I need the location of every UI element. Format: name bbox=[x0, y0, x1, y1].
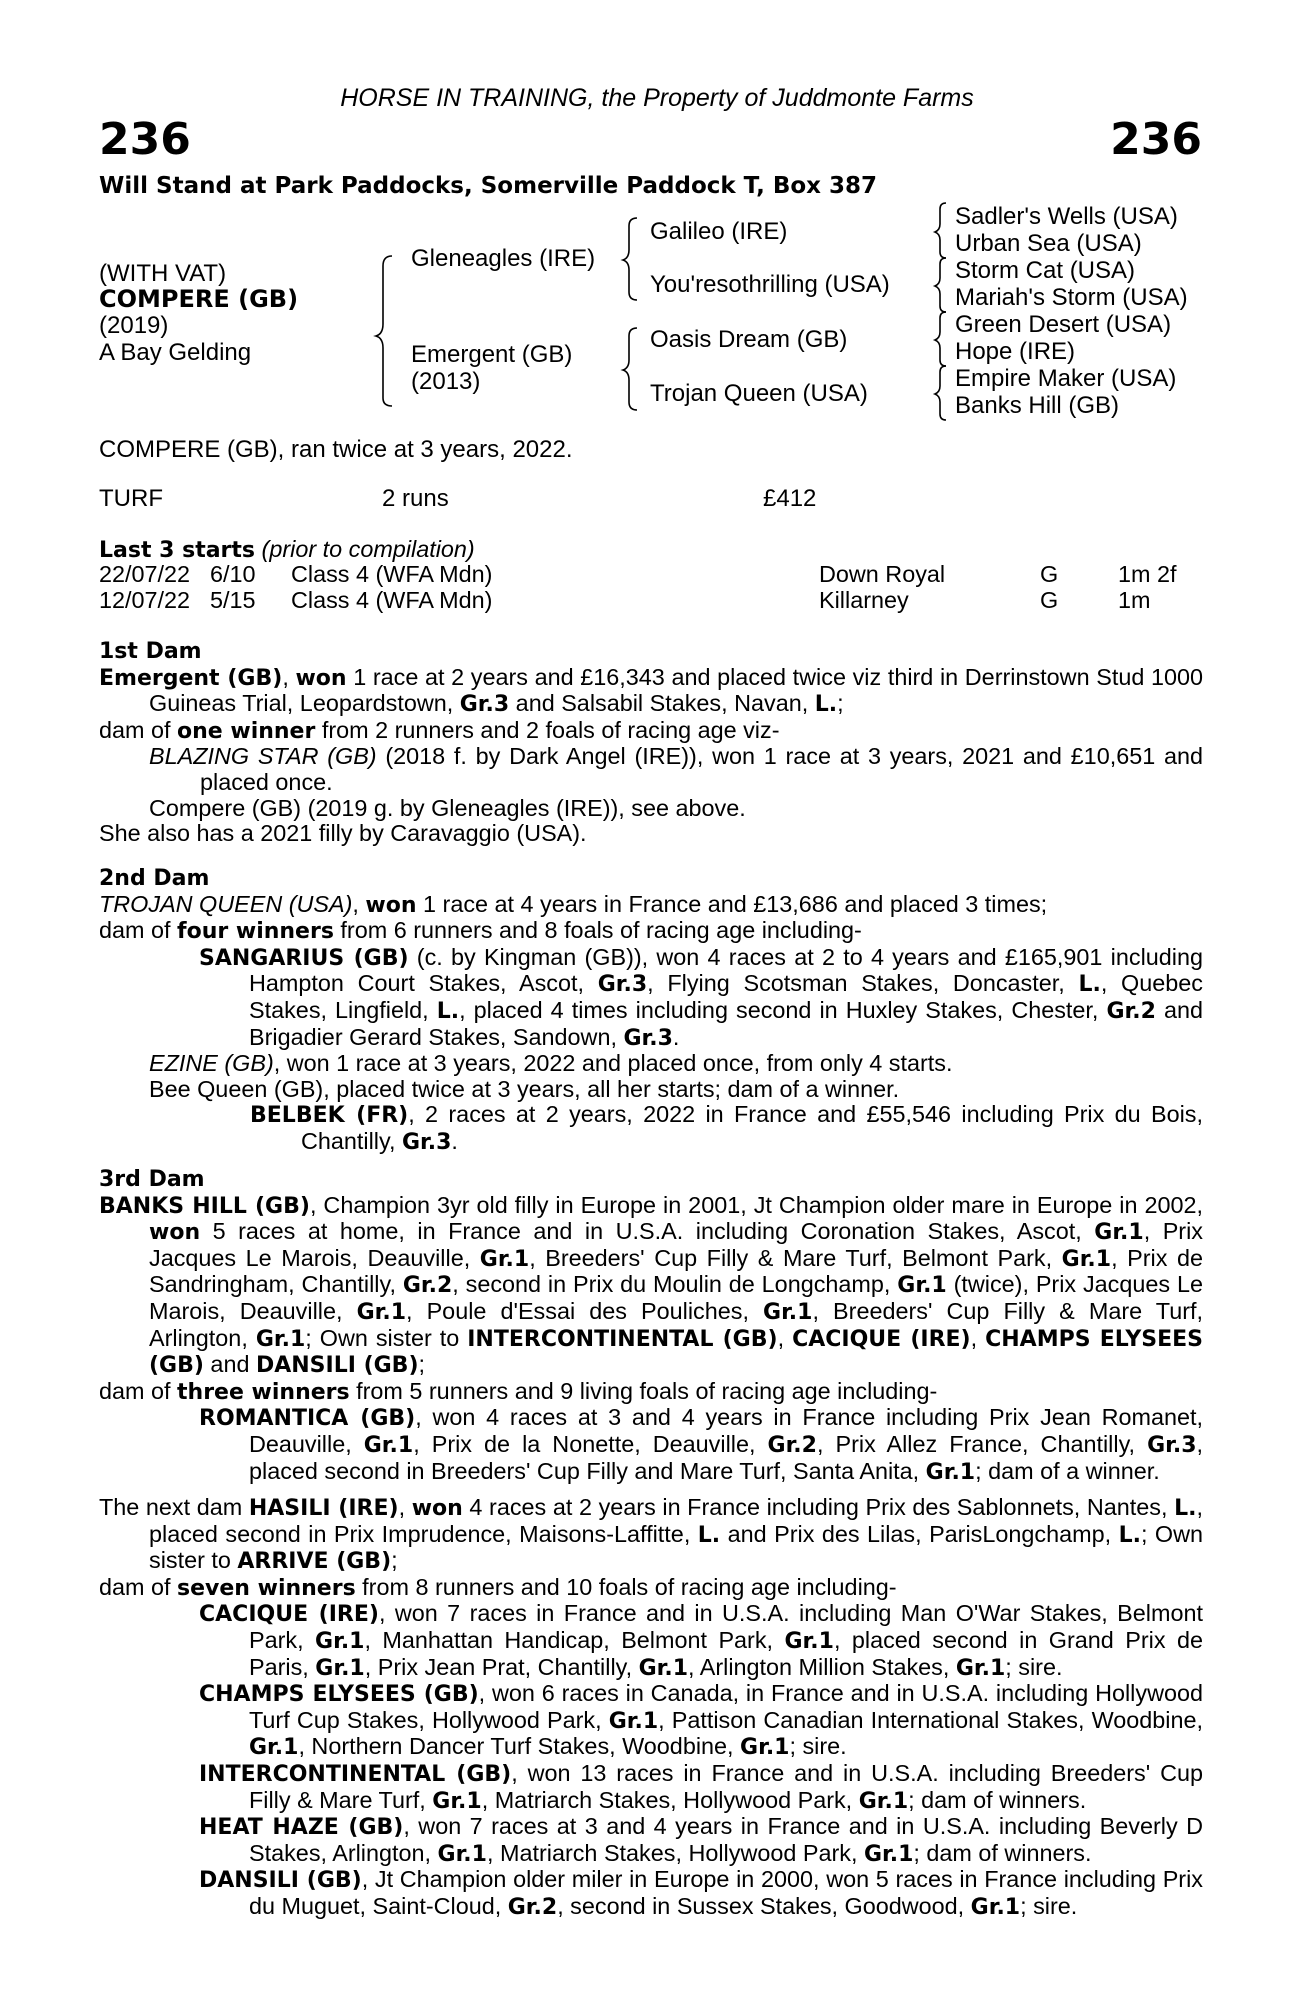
start-course: Down Royal bbox=[819, 561, 946, 587]
second-dam-section bbox=[99, 866, 1203, 1156]
lot-number-left: 236 bbox=[99, 114, 191, 165]
produce-entry: DANSILI (GB), Jt Champion older miler in Europe in 2000, won 5 races in France including Prix du Muguet, Saint-Cloud, Gr.2, second in Sussex Stakes, Goodwood, Gr.1; sire. bbox=[199, 1866, 1203, 1920]
page-header: HORSE IN TRAINING, the Property of Juddmonte Farms bbox=[340, 84, 974, 112]
last-starts-title: Last 3 starts bbox=[99, 538, 256, 563]
start-course: Killarney bbox=[819, 587, 909, 613]
first-dam-heading: 1st Dam bbox=[99, 639, 202, 664]
last-starts-heading bbox=[99, 536, 475, 563]
third-dam-heading: 3rd Dam bbox=[99, 1167, 205, 1192]
pedigree-dam-year: (2013) bbox=[411, 368, 481, 395]
pedigree-dam-dam: Trojan Queen (USA) bbox=[650, 380, 868, 407]
start-distance: 1m bbox=[1118, 587, 1151, 613]
fourth-dam-section bbox=[99, 1495, 1203, 1921]
pedigree-gen3-6: Hope (IRE) bbox=[955, 338, 1076, 365]
produce-entry: Bee Queen (GB), placed twice at 3 years, all her starts; dam of a winner. bbox=[149, 1075, 900, 1102]
pedigree-gen3-7: Empire Maker (USA) bbox=[955, 365, 1177, 392]
record-prize: £412 bbox=[763, 485, 817, 512]
second-dam-heading: 2nd Dam bbox=[99, 866, 210, 891]
produce-entry: BELBEK (FR), 2 races at 2 years, 2022 in France and £55,546 including Prix du Bois, Chantilly, Gr.3. bbox=[250, 1101, 1203, 1155]
second-dam-produce-line: dam of four winners from 6 runners and 8 foals of racing age including- bbox=[99, 917, 862, 945]
first-dam-produce-line: dam of one winner from 2 runners and 2 foals of racing age viz- bbox=[99, 716, 780, 744]
produce-entry: Compere (GB) (2019 g. by Gleneagles (IRE)), see above. bbox=[149, 794, 746, 821]
start-position: 6/10 bbox=[210, 561, 256, 587]
pedigree-gen3-4: Mariah's Storm (USA) bbox=[955, 284, 1188, 311]
start-race: Class 4 (WFA Mdn) bbox=[291, 561, 493, 587]
pedigree-sire-sire: Galileo (IRE) bbox=[650, 218, 788, 245]
start-going: G bbox=[1040, 561, 1059, 587]
third-dam-produce-line: dam of three winners from 5 runners and 9 living foals of racing age including- bbox=[99, 1377, 938, 1405]
produce-note: She also has a 2021 filly by Caravaggio (USA). bbox=[99, 820, 587, 847]
start-date: 12/07/22 bbox=[99, 587, 191, 613]
third-dam-section bbox=[99, 1167, 1203, 1485]
first-dam-section bbox=[99, 639, 1203, 847]
pedigree-dam-sire: Oasis Dream (GB) bbox=[650, 326, 848, 353]
start-position: 5/15 bbox=[210, 587, 256, 613]
record-surface: TURF bbox=[99, 485, 163, 512]
produce-entry: ROMANTICA (GB), won 4 races at 3 and 4 years in France including Prix Jean Romanet, Deauville, Gr.1, Prix de la Nonette, Deauville, Gr.2, Prix Allez France, Chantilly, Gr.3, placed second in Breeders' Cup Filly and Mare Turf, Santa Anita, Gr.1; dam of a winner. bbox=[199, 1404, 1203, 1485]
pedigree-gen3-1: Sadler's Wells (USA) bbox=[955, 203, 1178, 230]
start-going: G bbox=[1040, 587, 1059, 613]
lot-number-right: 236 bbox=[1110, 114, 1202, 165]
first-dam-text: Emergent (GB), won 1 race at 2 years and £16,343 and placed twice viz third in Derrinstown Stud 1000 Guineas Trial, Leopardstown, Gr.3 and Salsabil Stakes, Navan, L.; bbox=[99, 663, 1204, 718]
produce-entry: CHAMPS ELYSEES (GB), won 6 races in Canada, in France and in U.S.A. including Hollywood Turf Cup Stakes, Hollywood Park, Gr.1, Pattison Canadian International Stakes, Woodbine, Gr.1, Northern Dancer Turf Stakes, Woodbine, Gr.1; sire. bbox=[199, 1680, 1203, 1761]
second-dam-text: TROJAN QUEEN (USA), won 1 race at 4 years in France and £13,686 and placed 3 times; bbox=[99, 890, 1048, 918]
pedigree-sire-dam: You'resothrilling (USA) bbox=[650, 271, 890, 298]
pedigree-sire: Gleneagles (IRE) bbox=[411, 245, 596, 272]
horse-year: (2019) bbox=[99, 312, 169, 339]
pedigree-gen3-3: Storm Cat (USA) bbox=[955, 257, 1136, 284]
third-dam-text: BANKS HILL (GB), Champion 3yr old filly in Europe in 2001, Jt Champion older mare in Europe in 2002, won 5 races at home, in France and in U.S.A. including Coronation Stakes, Ascot, Gr.1, Prix Jacques Le Marois, Deauville, Gr.1, Breeders' Cup Filly & Mare Turf, Belmont Park, Gr.1, Prix de Sandringham, Chantilly, Gr.2, second in Prix du Moulin de Longchamp, Gr.1 (twice), Prix Jacques Le Marois, Deauville, Gr.1, Poule d'Essai des Pouliches, Gr.1, Breeders' Cup Filly & Mare Turf, Arlington, Gr.1; Own sister to INTERCONTINENTAL (GB), CACIQUE (IRE), CHAMPS ELYSEES (GB) and DANSILI (GB); bbox=[99, 1191, 1204, 1379]
produce-entry: HEAT HAZE (GB), won 7 races at 3 and 4 years in France and in U.S.A. including Beverly D Stakes, Arlington, Gr.1, Matriarch Stakes, Hollywood Park, Gr.1; dam of winners. bbox=[199, 1813, 1203, 1867]
start-distance: 1m 2f bbox=[1118, 561, 1177, 587]
horse-description: A Bay Gelding bbox=[99, 339, 252, 366]
pedigree-gen3-2: Urban Sea (USA) bbox=[955, 230, 1142, 257]
pedigree-dam: Emergent (GB) bbox=[411, 341, 573, 368]
produce-entry: BLAZING STAR (GB) (2018 f. by Dark Angel (IRE)), won 1 race at 3 years, 2021 and £10,651 and placed once. bbox=[149, 743, 1203, 795]
last-starts-subtitle: (prior to compilation) bbox=[261, 536, 475, 562]
produce-entry: EZINE (GB), won 1 race at 3 years, 2022 and placed once, from only 4 starts. bbox=[149, 1050, 953, 1077]
pedigree-gen3-5: Green Desert (USA) bbox=[955, 311, 1172, 338]
horse-vat: (WITH VAT) bbox=[99, 260, 227, 287]
standing-location: Will Stand at Park Paddocks, Somerville Paddock T, Box 387 bbox=[99, 173, 878, 199]
produce-entry: SANGARIUS (GB) (c. by Kingman (GB)), won 4 races at 2 to 4 years and £165,901 including Hampton Court Stakes, Ascot, Gr.3, Flying Scotsman Stakes, Doncaster, L., Quebec Stakes, Lingfield, L., placed 4 times including second in Huxley Stakes, Chester, Gr.2 and Brigadier Gerard Stakes, Sandown, Gr.3. bbox=[199, 943, 1203, 1051]
fourth-dam-produce-line: dam of seven winners from 8 runners and 10 foals of racing age including- bbox=[99, 1573, 897, 1601]
produce-entry: CACIQUE (IRE), won 7 races in France and in U.S.A. including Man O'War Stakes, Belmont Park, Gr.1, Manhattan Handicap, Belmont Park, Gr.1, placed second in Grand Prix de Paris, Gr.1, Prix Jean Prat, Chantilly, Gr.1, Arlington Million Stakes, Gr.1; sire. bbox=[199, 1600, 1203, 1681]
produce-entry: INTERCONTINENTAL (GB), won 13 races in France and in U.S.A. including Breeders' Cup Filly & Mare Turf, Gr.1, Matriarch Stakes, Hollywood Park, Gr.1; dam of winners. bbox=[199, 1759, 1203, 1814]
horse-name: COMPERE (GB) bbox=[99, 285, 299, 313]
race-summary: COMPERE (GB), ran twice at 3 years, 2022. bbox=[99, 436, 573, 463]
pedigree-gen3-8: Banks Hill (GB) bbox=[955, 392, 1120, 419]
start-date: 22/07/22 bbox=[99, 561, 191, 587]
fourth-dam-text: The next dam HASILI (IRE), won 4 races at 2 years in France including Prix des Sablonnets, Nantes, L., placed second in Prix Imprudence, Maisons-Laffitte, L. and Prix des Lilas, ParisLongchamp, L.; Own sister to ARRIVE (GB); bbox=[99, 1494, 1204, 1575]
start-race: Class 4 (WFA Mdn) bbox=[291, 587, 493, 613]
record-runs: 2 runs bbox=[382, 485, 449, 512]
